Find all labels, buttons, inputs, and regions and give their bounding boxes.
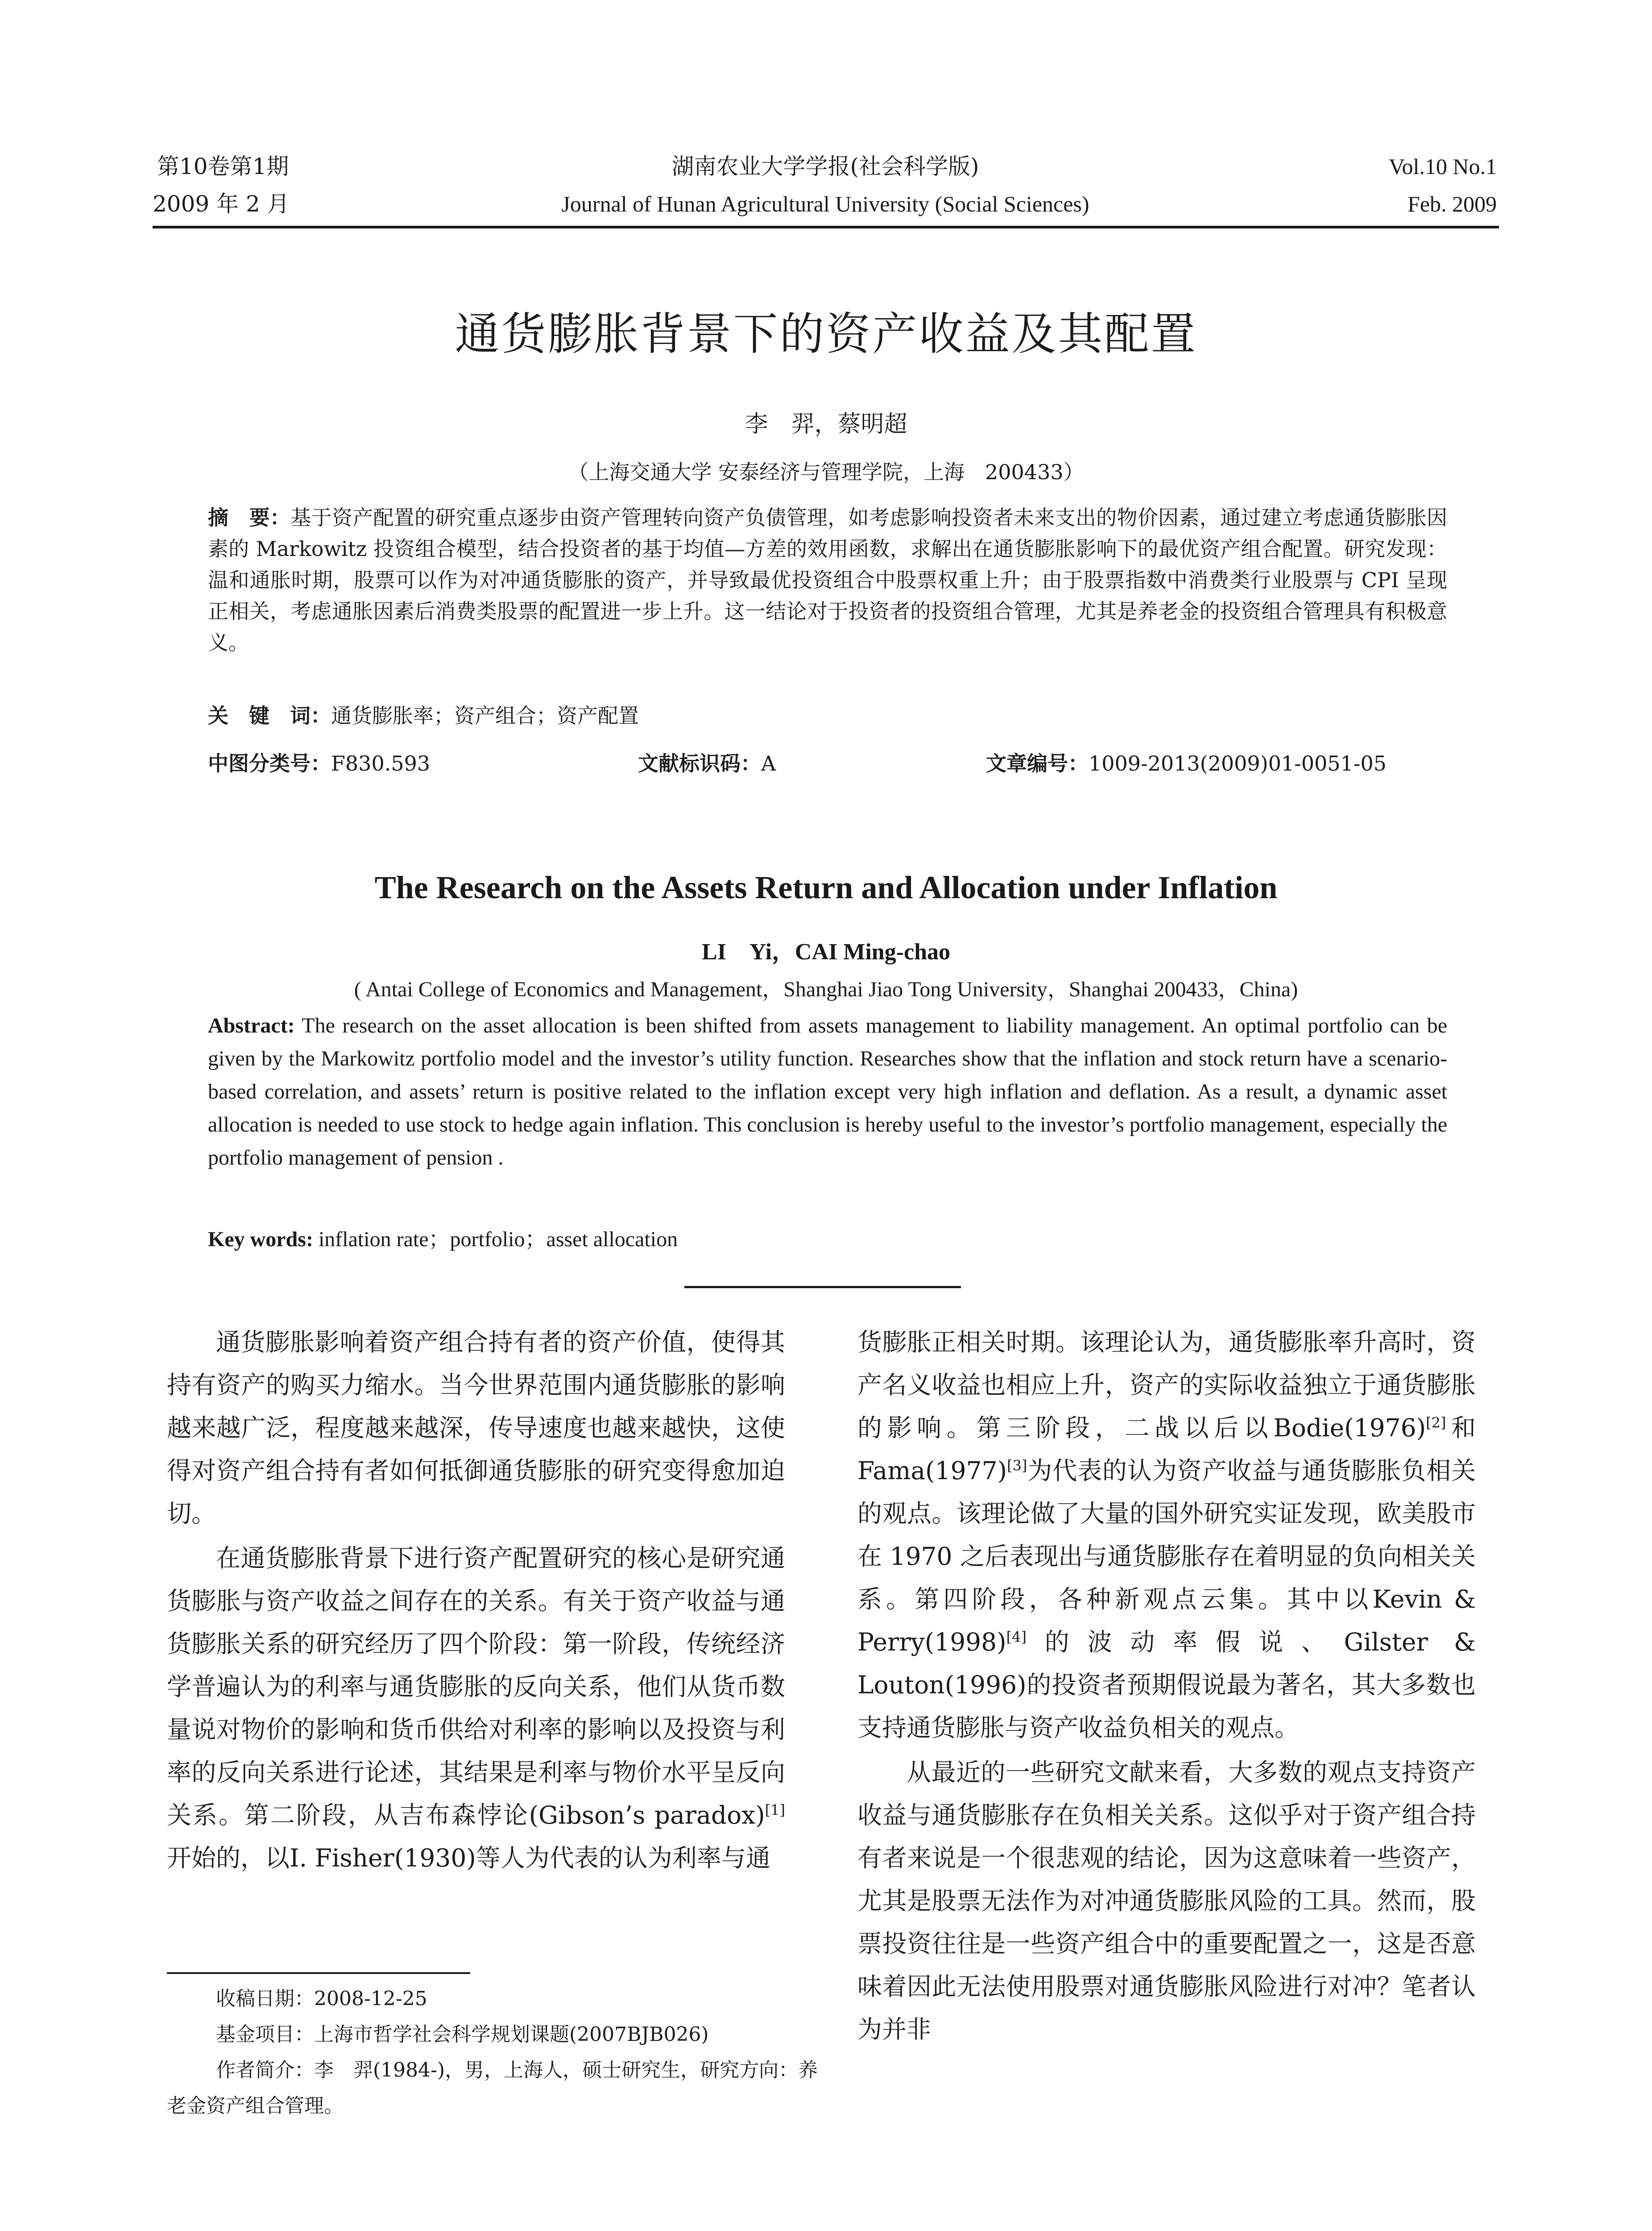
document-code-label: 文献标识码： xyxy=(638,751,761,775)
body-text: 在通货膨胀背景下进行资产配置研究的核心是研究通货膨胀与资产收益之间存在的关系。有关于资产收益与通货膨胀关系的研究经历了四个阶段：第一阶段，传统经济学普遍认为的利率与通货膨胀的反向关系，他们从货币数量说对物价的影响和货币供给对利率的影响以及投资与利率的反向关系进行论述，其结果是利率与物价水平呈反向关系。第二阶段，从吉布森悖论(Gibson’s paradox) xyxy=(167,1544,785,1829)
header-journal-cn: 湖南农业大学学报(社会科学版) xyxy=(671,153,979,179)
body-text: 货膨胀正相关时期。该理论认为，通货膨胀率升高时，资产名义收益也相应上升，资产的实际收益独立于通货膨胀的影响。第三阶段，二战以后以Bodie(1976) xyxy=(857,1328,1476,1442)
header-rule xyxy=(153,226,1499,228)
keywords-cn-label: 关 键 词： xyxy=(208,704,331,728)
body-paragraph: 通货膨胀影响着资产组合持有者的资产价值，使得其持有资产的购买力缩水。当今世界范围内通货膨胀的影响越来越广泛，程度越来越深，传导速度也越来越快，这使得对资产组合持有者如何抵御通货膨胀的研究变得愈加迫切。 xyxy=(167,1328,785,1528)
header-date-cn: 2009 年 2 月 xyxy=(153,191,290,217)
keywords-en-text: inflation rate；portfolio；asset allocation xyxy=(318,1227,678,1251)
citation-ref: [2] xyxy=(1426,1414,1446,1431)
clc-value: F830.593 xyxy=(331,751,431,775)
body-paragraph: 从最近的一些研究文献来看，大多数的观点支持资产收益与通货膨胀存在负相关关系。这似乎对于资产组合持有者来说是一个很悲观的结论，因为这意味着一些资产，尤其是股票无法作为对冲通货膨胀风险的工具。然而，股票投资往往是一些资产组合中的重要配置之一，这是否意味着因此无法使用股票对通货膨胀风险进行对冲？笔者认为并非 xyxy=(857,1758,1476,2044)
citation-ref: [3] xyxy=(1007,1457,1027,1474)
body-text: 开始的，以I. Fisher(1930)等人为代表的认为利率与通 xyxy=(167,1844,770,1872)
body-text: 为代表的认为资产收益与通货膨胀负相关的观点。该理论做了大量的国外研究实证发现，欧美股市在 1970 之后表现出与通货膨胀存在着明显的负向相关关系。第四阶段，各种新观点云集。其中以Kevin & Perry(1998) xyxy=(857,1456,1476,1656)
document-code xyxy=(638,747,776,777)
footnote xyxy=(167,1981,832,2124)
footnote-received: 收稿日期：2008-12-25 xyxy=(216,1987,427,2010)
document-code-value: A xyxy=(761,751,776,775)
abstract-en-text: The research on the asset allocation is been shifted from assets management to liability management. An optimal portfolio can be given by the Markowitz portfolio model and the investor’s utility function. Researches show that the inflation and stock return have a scenario-based correlation, and assets’ return is positive related to the inflation except very high inflation and deflation. As a result, a dynamic asset allocation is needed to use stock to hedge again inflation. This conclusion is hereby useful to the investor’s portfolio management, especially the portfolio management of pension . xyxy=(208,1014,1447,1169)
header-journal-en: Journal of Hunan Agricultural University (Social Sciences) xyxy=(561,191,1089,216)
clc-label: 中图分类号： xyxy=(208,751,331,775)
affiliation-cn: （上海交通大学 安泰经济与管理学院，上海 200433） xyxy=(568,460,1084,484)
header-volume-issue-en: Vol.10 No.1 xyxy=(1388,154,1497,179)
keywords-cn-text: 通货膨胀率；资产组合；资产配置 xyxy=(331,704,639,728)
body-text: 和Fama(1977) xyxy=(857,1414,1476,1485)
citation-ref: [4] xyxy=(1006,1628,1027,1646)
article-number-label: 文章编号： xyxy=(986,751,1089,775)
body-column-right xyxy=(857,1321,1476,2051)
abstract-en xyxy=(208,1009,1447,1174)
citation-ref: [1] xyxy=(765,1801,785,1819)
section-separator xyxy=(684,1286,961,1288)
keywords-cn xyxy=(208,700,639,729)
header-date-en: Feb. 2009 xyxy=(1408,191,1497,216)
keywords-en-label: Key words: xyxy=(208,1227,313,1251)
clc-number xyxy=(208,747,430,777)
abstract-cn-text: 基于资产配置的研究重点逐步由资产管理转向资产负债管理，如考虑影响投资者未来支出的物价因素，通过建立考虑通货膨胀因素的 Markowitz 投资组合模型，结合投资者的基于均值—方差的效用函数，求解出在通货膨胀影响下的最优资产组合配置。研究发现：温和通胀时期，股票可以作为对冲通货膨胀的资产，并导致最优投资组合中股票权重上升；由于股票指数中消费类行业股票与 CPI 呈现正相关，考虑通胀因素后消费类股票的配置进一步上升。这一结论对于投资者的投资组合管理，尤其是养老金的投资组合管理具有积极意义。 xyxy=(208,506,1448,655)
abstract-en-label: Abstract: xyxy=(208,1014,295,1037)
authors-en: LI Yi，CAI Ming-chao xyxy=(701,939,951,965)
paper-title-cn: 通货膨胀背景下的资产收益及其配置 xyxy=(455,308,1197,360)
abstract-cn xyxy=(208,502,1447,658)
affiliation-en: ( Antai College of Economics and Management，Shanghai Jiao Tong University，Shanghai 200433，China) xyxy=(354,978,1298,1001)
body-paragraph xyxy=(167,1537,785,1879)
footnote-rule xyxy=(167,1972,470,1974)
authors-cn: 李 羿，蔡明超 xyxy=(745,411,907,438)
footnote-fund: 基金项目：上海市哲学社会科学规划课题(2007BJB026) xyxy=(216,2023,709,2046)
article-number xyxy=(986,747,1387,777)
article-number-value: 1009-2013(2009)01-0051-05 xyxy=(1089,751,1387,775)
header-volume-issue-cn: 第10卷第1期 xyxy=(157,153,289,179)
body-paragraph xyxy=(857,1321,1476,1749)
keywords-en xyxy=(208,1222,678,1252)
paper-title-en: The Research on the Assets Return and Allocation under Inflation xyxy=(374,870,1278,905)
body-column-left xyxy=(167,1321,785,1879)
body-text: 的波动率假说、Gilster & Louton(1996)的投资者预期假说最为著名，其大多数也支持通货膨胀与资产收益负相关的观点。 xyxy=(857,1628,1476,1742)
footnote-author: 作者简介：李 羿(1984-)，男，上海人，硕士研究生，研究方向：养老金资产组合管理。 xyxy=(167,2059,818,2117)
abstract-cn-label: 摘 要： xyxy=(208,506,291,530)
